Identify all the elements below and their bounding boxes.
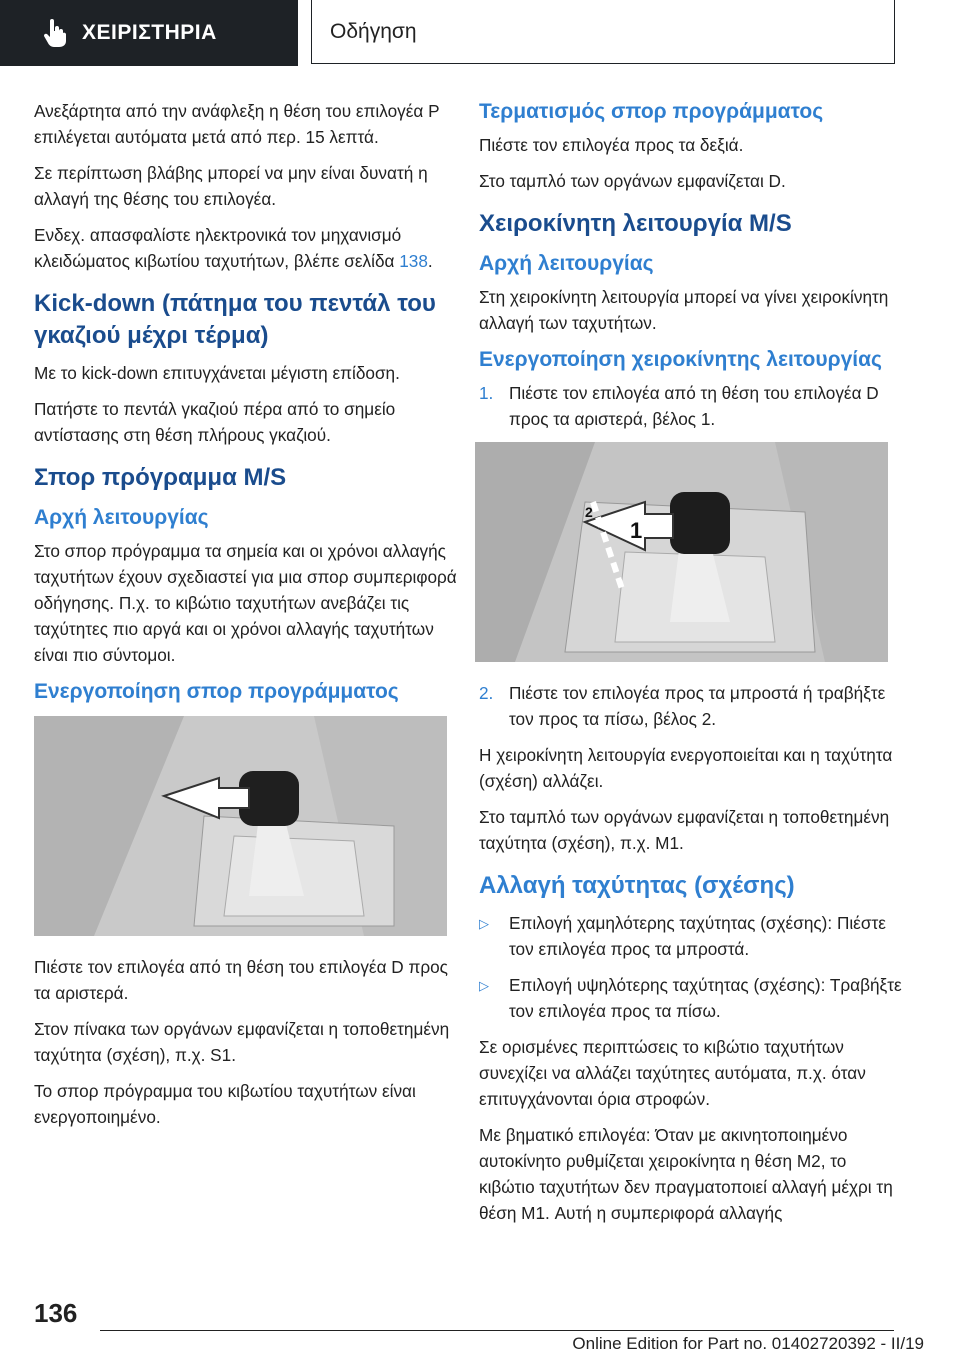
paragraph: Πιέστε τον επιλογέα προς τα δεξιά. <box>479 135 744 155</box>
right-column <box>479 98 906 1236</box>
gear-selector-illustration <box>34 716 447 936</box>
heading-manual-mode: Χειροκίνητη λειτουργία M/S <box>479 210 792 237</box>
page-number: 136 <box>34 1298 78 1328</box>
paragraph: Στο ταμπλό των οργάνων εμφανίζεται η τοποθετημένη ταχύτητα (σχέση), π.χ. M1. <box>479 807 890 853</box>
subheading-end-sport: Τερματισμός σπορ προγράμματος <box>479 100 824 123</box>
step-item <box>479 680 906 732</box>
paragraph: Με το kick-down επιτυγχάνεται μέγιστη επίδοση. <box>34 363 400 383</box>
heading-gear-change: Αλλαγή ταχύτητας (σχέσης) <box>479 872 795 899</box>
manual-tab[interactable] <box>0 0 298 66</box>
heading-sport-program: Σπορ πρόγραμμα M/S <box>34 464 287 491</box>
edition-text: Online Edition for Part no. 01402720392 - II/19 <box>572 1334 924 1353</box>
bullet-text: Επιλογή χαμηλότερης ταχύτητας (σχέσης): Πιέστε τον επιλογέα προς τα μπροστά. <box>509 913 886 959</box>
paragraph: Σε ορισμένες περιπτώσεις το κιβώτιο ταχυτήτων συνεχίζει να αλλάζει ταχύτητες αυτόματα, π.χ. όταν επιτυγχάνονται όρια στροφών. <box>479 1037 866 1109</box>
step-number: 1. <box>479 383 494 403</box>
left-column <box>34 98 461 1140</box>
subheading-principle: Αρχή λειτουργίας <box>34 506 209 529</box>
paragraph: Στον πίνακα των οργάνων εμφανίζεται η τοποθετημένη ταχύτητα (σχέση), π.χ. S1. <box>34 1019 450 1065</box>
paragraph-text: Ενδεχ. απασφαλίστε ηλεκτρονικά τον μηχανισμό κλειδώματος κιβωτίου ταχυτήτων, βλέπε σελίδα <box>34 225 402 271</box>
footer-divider <box>100 1330 894 1331</box>
paragraph-with-link <box>34 222 461 274</box>
step-text: Πιέστε τον επιλογέα προς τα μπροστά ή τραβήξτε τον προς τα πίσω, βέλος 2. <box>509 683 886 729</box>
subheading-activate-manual: Ενεργοποίηση χειροκίνητης λειτουργίας <box>479 348 882 371</box>
paragraph: Με βηματικό επιλογέα: Όταν με ακινητοποιημένο αυτοκίνητο ρυθμίζεται χειροκίνητα η θέση M2, το κιβώτιο ταχυτήτων δεν πραγματοποιεί αλλαγή μέχρι τη θέση M1. Αυτή η συμπεριφορά αλλαγής <box>479 1125 893 1223</box>
paragraph: Ανεξάρτητα από την ανάφλεξη η θέση του επιλογέα P επιλέγεται αυτόματα μετά από περ. 15 λεπτά. <box>34 101 440 147</box>
arrow-label-1: 1 <box>630 518 643 543</box>
subheading-principle: Αρχή λειτουργίας <box>479 252 654 275</box>
paragraph: Πιέστε τον επιλογέα από τη θέση του επιλογέα D προς τα αριστερά. <box>34 957 448 1003</box>
step-item <box>479 380 906 432</box>
triangle-bullet-icon: ▷ <box>479 978 489 993</box>
paragraph: Το σπορ πρόγραμμα του κιβωτίου ταχυτήτων είναι ενεργοποιημένο. <box>34 1081 416 1127</box>
paragraph: Η χειροκίνητη λειτουργία ενεργοποιείται και η ταχύτητα (σχέση) αλλάζει. <box>479 745 893 791</box>
manual-tab-label: ΧΕΙΡΙΣΤΗΡΙΑ <box>82 21 217 44</box>
page-link[interactable]: 138 <box>399 251 428 271</box>
bullet-item <box>479 910 906 962</box>
bullet-text: Επιλογή υψηλότερης ταχύτητας (σχέσης): Τραβήξτε τον επιλογέα προς τα πίσω. <box>509 975 902 1021</box>
paragraph: Στο ταμπλό των οργάνων εμφανίζεται D. <box>479 171 786 191</box>
hand-pointer-icon <box>40 18 70 48</box>
paragraph: Πατήστε το πεντάλ γκαζιού πέρα από το σημείο αντίστασης στη θέση πλήρους γκαζιού. <box>34 399 396 445</box>
subheading-activate-sport: Ενεργοποίηση σπορ προγράμματος <box>34 680 399 703</box>
bullet-item <box>479 972 906 1024</box>
manual-shift-illustration <box>475 442 888 662</box>
step-number: 2. <box>479 683 494 703</box>
paragraph: Στο σπορ πρόγραμμα τα σημεία και οι χρόνοι αλλαγής ταχυτήτων έχουν σχεδιαστεί για μια σπορ συμπεριφορά οδήγησης. Π.χ. το κιβώτιο ταχυτήτων ανεβάζει τις ταχύτητες πιο αργά και οι χρόνοι αλλαγής ταχυτήτων είναι πιο σύντομοι. <box>34 541 457 665</box>
heading-kickdown: Kick-down (πάτημα του πεντάλ του γκαζιού μέχρι τέρμα) <box>34 290 436 349</box>
section-tab[interactable] <box>311 0 895 64</box>
section-tab-label: Οδήγηση <box>330 19 417 43</box>
paragraph-end: . <box>427 251 433 271</box>
triangle-bullet-icon: ▷ <box>479 916 489 931</box>
header-bar <box>0 0 960 66</box>
arrow-label-2: 2 <box>585 504 593 520</box>
paragraph: Στη χειροκίνητη λειτουργία μπορεί να γίνει χειροκίνητη αλλαγή των ταχυτήτων. <box>479 287 889 333</box>
step-text: Πιέστε τον επιλογέα από τη θέση του επιλογέα D προς τα αριστερά, βέλος 1. <box>509 383 879 429</box>
paragraph: Σε περίπτωση βλάβης μπορεί να μην είναι δυνατή η αλλαγή της θέσης του επιλογέα. <box>34 163 428 209</box>
